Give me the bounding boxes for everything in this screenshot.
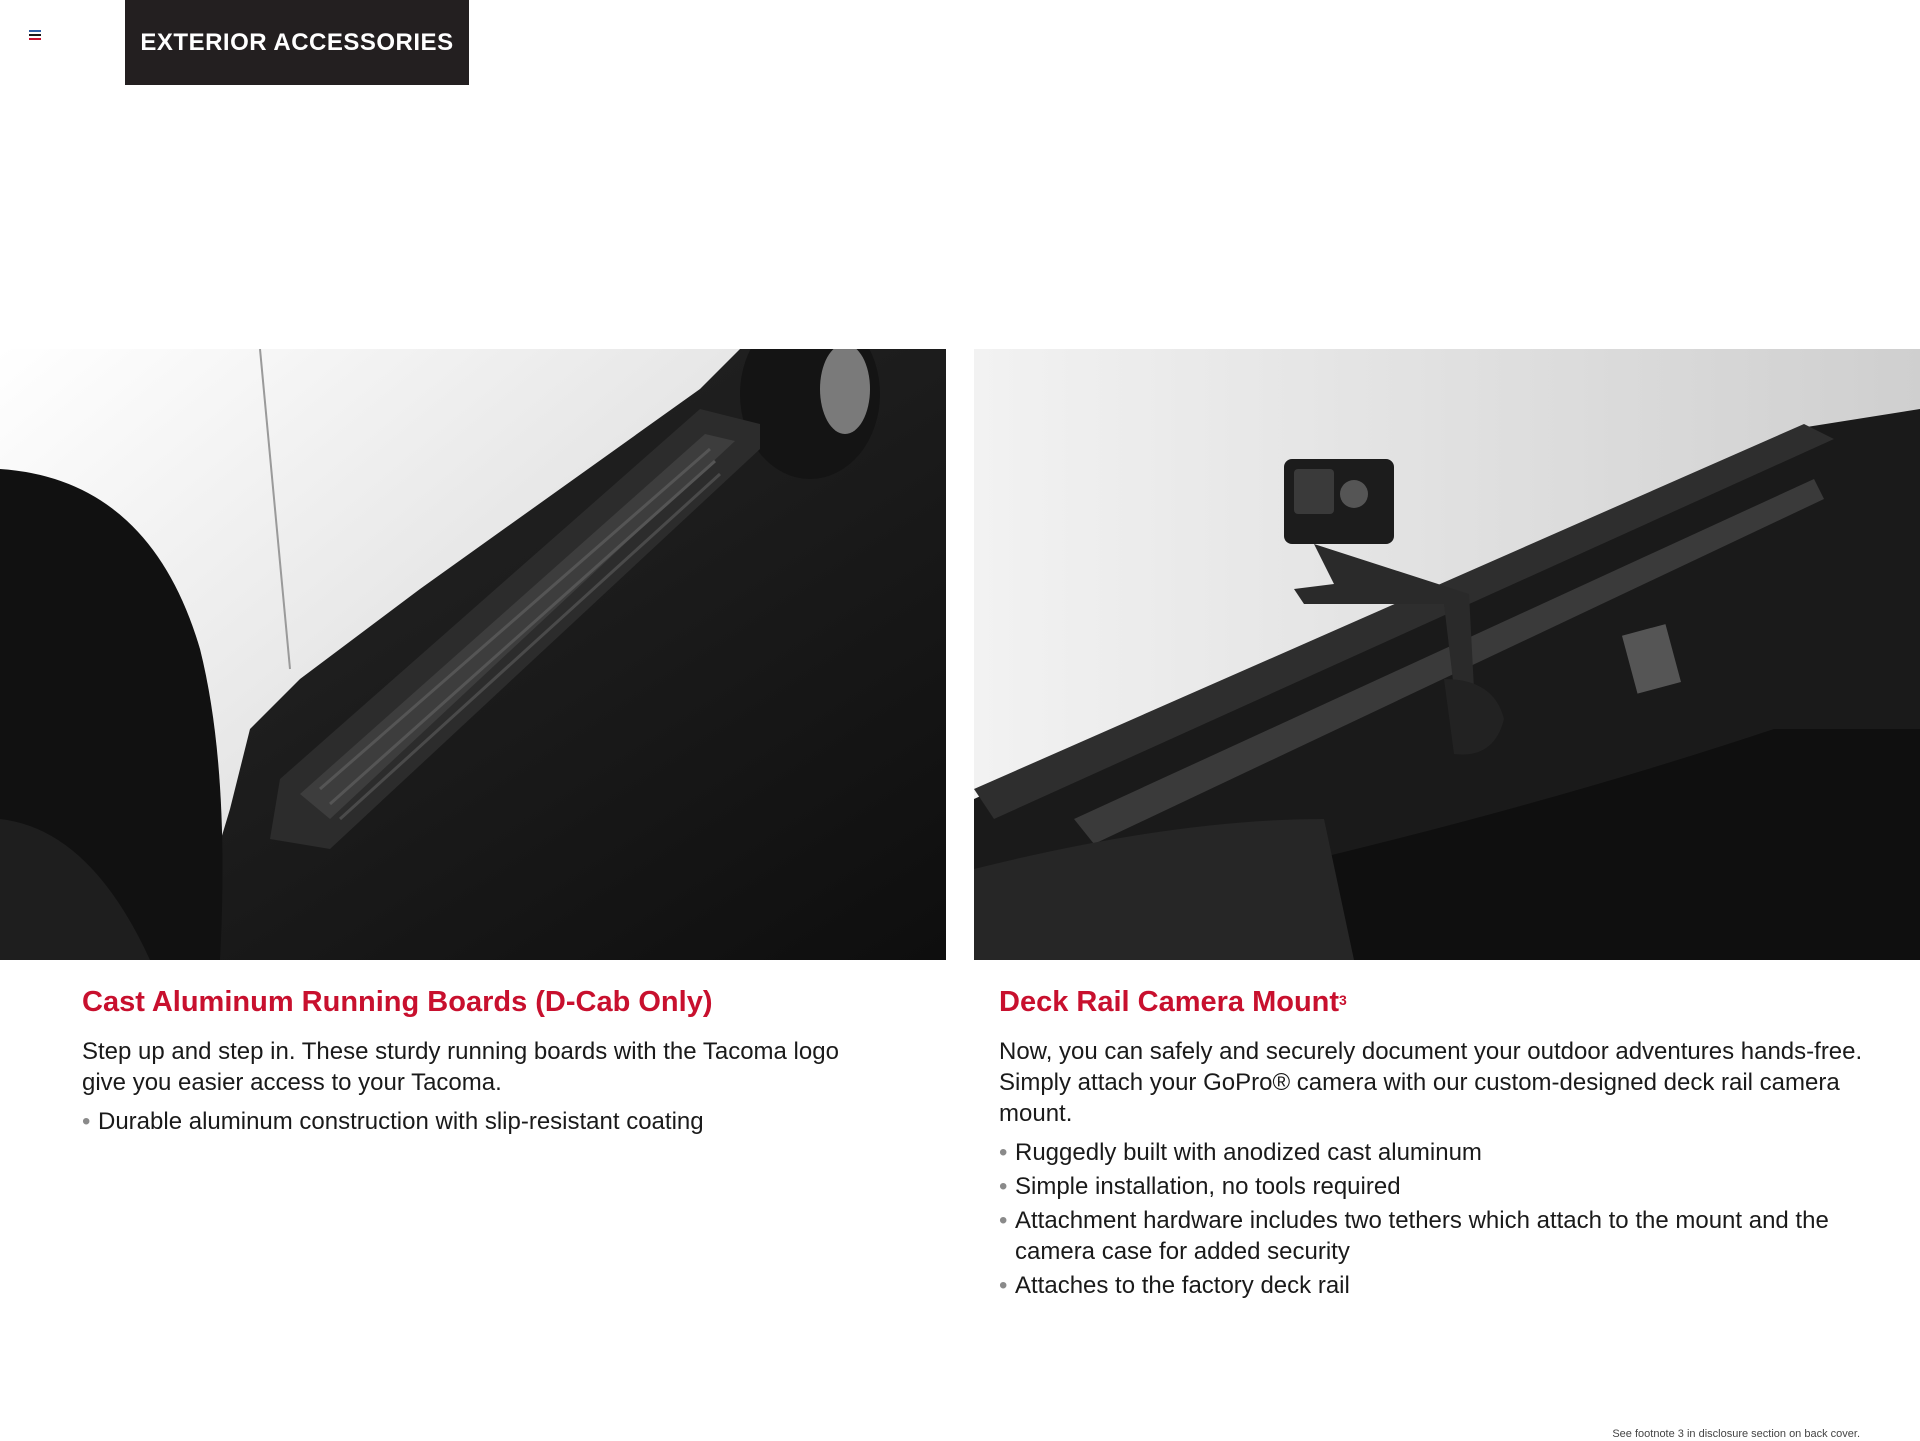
product-running-boards [82,984,882,1140]
product-description: Now, you can safely and securely document your outdoor adventures hands-free. Simply attach your GoPro® camera with our custom-designed deck rail camera mount. [999,1038,1863,1127]
menu-icon-bar [29,34,41,36]
camera-mount-photo [974,349,1920,960]
feature-bullet: • Durable aluminum construction with slip-resistant coating [82,1106,882,1137]
menu-icon-bar [29,38,41,40]
section-tab [125,0,469,85]
feature-bullet: • Simple installation, no tools required [999,1171,1869,1202]
menu-icon[interactable] [29,30,41,42]
footnote: See footnote 3 in disclosure section on back cover. [1612,1428,1860,1440]
product-title: Deck Rail Camera Mount$^3$ [999,986,1347,1018]
footnote-marker: 3 [1339,992,1347,1008]
section-label: EXTERIOR ACCESSORIES [140,28,454,56]
running-boards-photo [0,349,946,960]
feature-bullet: • Attachment hardware includes two tethers which attach to the mount and the camera case for added security [999,1205,1869,1267]
feature-list [999,1137,1869,1301]
feature-list [82,1106,882,1137]
product-camera-mount [999,984,1869,1304]
feature-bullet: • Attaches to the factory deck rail [999,1270,1869,1301]
product-title: Cast Aluminum Running Boards (D-Cab Only) [82,986,713,1018]
product-description: Step up and step in. These sturdy running boards with the Tacoma logo give you easier access to your Tacoma. [82,1038,839,1096]
feature-bullet: • Ruggedly built with anodized cast aluminum [999,1137,1869,1168]
menu-icon-bar [29,30,41,32]
